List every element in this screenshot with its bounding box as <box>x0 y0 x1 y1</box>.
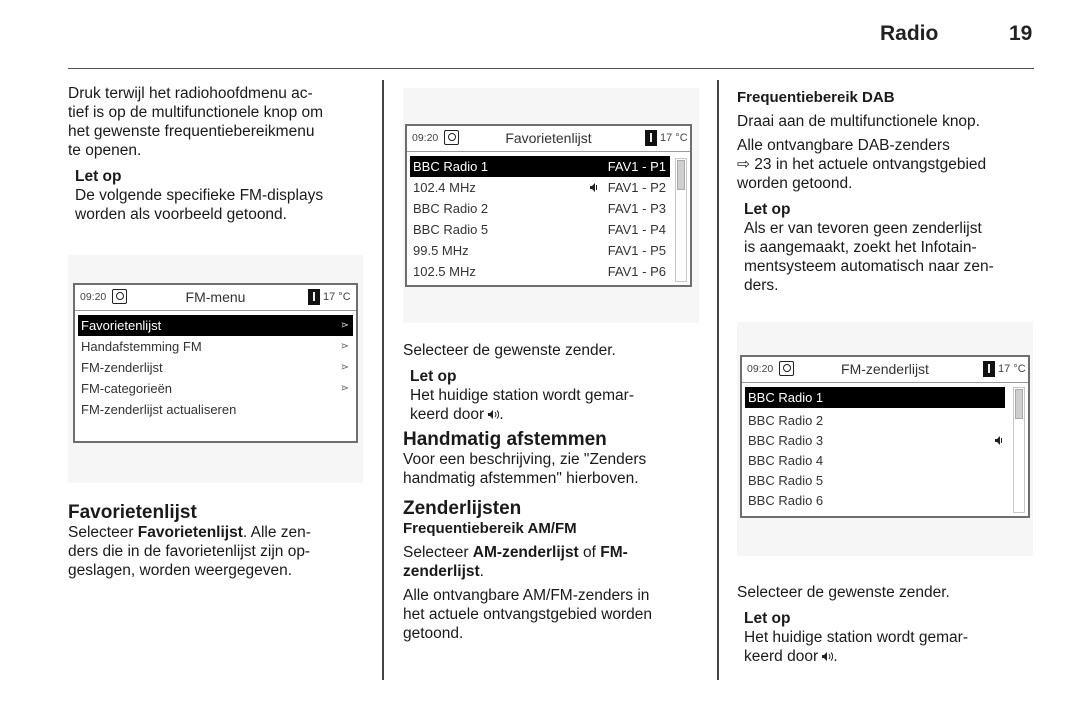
column-3 <box>737 88 1037 295</box>
list-item[interactable] <box>410 177 670 198</box>
body-line: Alle ontvangbare AM/FM-zenders in <box>403 587 650 604</box>
scrollbar-thumb[interactable] <box>677 160 685 190</box>
temperature: 17 °C <box>998 363 1026 375</box>
select-station-text: Selecteer de gewenste zender. <box>403 342 616 359</box>
chevron-right-icon: ⋗ <box>340 320 349 331</box>
body-line: ders die in de favorietenlijst zijn op- <box>68 543 311 560</box>
body-bold: AM-zenderlijst <box>472 544 579 561</box>
speaker-icon <box>488 409 499 420</box>
column-3-lower <box>737 583 1037 666</box>
station-name: BBC Radio 1 <box>413 159 489 174</box>
chevron-right-icon: ⋗ <box>340 383 349 394</box>
thermometer-icon <box>308 289 320 305</box>
chevron-right-icon: ⋗ <box>340 341 349 352</box>
list-item[interactable] <box>410 156 670 177</box>
station-name: BBC Radio 2 <box>413 201 489 216</box>
body-line: het actuele ontvangstgebied worden <box>403 606 653 623</box>
subheading-am-fm: Frequentiebereik AM/FM <box>403 520 577 537</box>
status-bar <box>742 357 1028 383</box>
body-line: Alle ontvangbare DAB-zenders <box>737 137 950 154</box>
thermometer-icon <box>645 130 657 146</box>
note-title: Let op <box>410 368 457 385</box>
body-bold: Favorietenlijst <box>137 524 243 541</box>
status-bar <box>75 285 356 311</box>
station-name: BBC Radio 3 <box>748 433 824 448</box>
station-name: 102.5 MHz <box>413 264 476 279</box>
note-line: mentsysteem automatisch naar zen- <box>744 258 994 275</box>
station-name: 102.4 MHz <box>413 180 476 195</box>
note-text: . <box>499 406 504 423</box>
select-station-text: Selecteer de gewenste zender. <box>737 584 950 601</box>
body-line: handmatig afstemmen" hierboven. <box>403 470 639 487</box>
fm-zenderlijst-figure <box>737 322 1033 556</box>
menu-item-label: Favorietenlijst <box>81 318 162 333</box>
scrollbar[interactable] <box>1013 387 1025 513</box>
scrollbar[interactable] <box>675 158 687 282</box>
note-line: is aangemaakt, zoekt het Infotain- <box>744 239 977 256</box>
body-line <box>737 155 1037 174</box>
list-item[interactable] <box>410 261 670 282</box>
note-line <box>410 405 703 424</box>
fm-zenderlijst-screen <box>740 355 1030 518</box>
station-name: BBC Radio 5 <box>413 222 489 237</box>
note <box>403 367 703 424</box>
clock-time: 09:20 <box>412 132 439 144</box>
list-item[interactable] <box>410 240 670 261</box>
intro-line: het gewenste frequentiebereikmenu <box>68 123 315 140</box>
body-line: Draai aan de multifunctionele knop. <box>737 113 980 130</box>
note-line: Als er van tevoren geen zenderlijst <box>744 220 982 237</box>
speaker-icon <box>995 436 1002 445</box>
thermometer-icon <box>983 361 995 377</box>
body-text: . Alle zen- <box>242 524 311 541</box>
menu-item-label: FM-categorieën <box>81 381 173 396</box>
preset-label: FAV1 - P2 <box>607 180 666 195</box>
column-2 <box>403 341 703 643</box>
list-item[interactable] <box>745 451 1005 471</box>
screen-title: FM-zenderlijst <box>841 361 929 377</box>
body-line <box>403 543 703 562</box>
menu-item-label: FM-zenderlijst <box>81 360 163 375</box>
clock-time: 09:20 <box>80 291 107 303</box>
fm-menu-screen <box>73 283 358 443</box>
list-item[interactable] <box>745 411 1005 431</box>
speaker-icon <box>590 183 597 192</box>
body-line <box>403 562 703 581</box>
speaker-icon <box>822 651 833 662</box>
clock-time: 09:20 <box>747 363 774 375</box>
menu-item-label: FM-zenderlijst actualiseren <box>81 402 237 417</box>
preset-label: FAV1 - P5 <box>607 243 666 258</box>
favorietenlijst-screen <box>405 124 692 287</box>
list-item[interactable] <box>745 491 1005 511</box>
preset-label: FAV1 - P4 <box>607 222 666 237</box>
temperature: 17 °C <box>323 291 351 303</box>
station-name: BBC Radio 6 <box>748 493 824 508</box>
note-line: Het huidige station wordt gemar- <box>744 629 969 646</box>
column-1-lower <box>68 502 368 580</box>
page-number: 19 <box>1009 22 1033 45</box>
favorites-list <box>410 156 670 282</box>
note <box>737 200 1037 295</box>
column-1 <box>68 84 368 224</box>
menu-item-favorietenlijst[interactable] <box>78 315 353 336</box>
menu-item-fm-zenderlijst[interactable] <box>78 357 353 378</box>
heading-handmatig-afstemmen: Handmatig afstemmen <box>403 429 607 450</box>
body-line: getoond. <box>403 625 464 642</box>
preset-label: FAV1 - P3 <box>607 201 666 216</box>
preset-label: FAV1 - P6 <box>607 264 666 279</box>
preset-label: FAV1 - P1 <box>607 159 666 174</box>
heading-favorietenlijst: Favorietenlijst <box>68 502 197 523</box>
status-bar <box>407 126 690 152</box>
list-item[interactable] <box>410 198 670 219</box>
column-divider <box>717 80 719 680</box>
note-line: worden als voorbeeld getoond. <box>75 206 287 223</box>
station-name: BBC Radio 1 <box>748 390 824 405</box>
favorietenlijst-figure <box>403 88 699 323</box>
station-name: BBC Radio 5 <box>748 473 824 488</box>
list-item[interactable] <box>745 431 1005 451</box>
screen-title: FM-menu <box>185 289 246 305</box>
page-reference-icon[interactable]: ⇨ <box>737 156 750 173</box>
body-text: Selecteer <box>68 524 138 541</box>
body-text: Selecteer <box>403 544 473 561</box>
body-line: worden getoond. <box>737 175 853 192</box>
heading-zenderlijsten: Zenderlijsten <box>403 498 522 519</box>
body-text: of <box>578 544 601 561</box>
scrollbar-thumb[interactable] <box>1015 389 1023 419</box>
note-text: keerd door <box>410 406 485 423</box>
station-name: BBC Radio 4 <box>748 453 824 468</box>
body-text: . <box>479 563 484 580</box>
intro-line: tief is op de multifunctionele knop om <box>68 104 324 121</box>
chevron-right-icon: ⋗ <box>340 362 349 373</box>
note <box>737 609 1037 666</box>
intro-line: te openen. <box>68 142 142 159</box>
station-list <box>745 387 1005 511</box>
column-divider <box>382 80 384 680</box>
note-title: Let op <box>744 201 791 218</box>
note-text: . <box>833 648 838 665</box>
menu-list <box>78 315 353 420</box>
body-bold: zenderlijst <box>403 563 480 580</box>
intro-line: Druk terwijl het radiohoofdmenu ac- <box>68 85 313 102</box>
temperature: 17 °C <box>660 132 688 144</box>
menu-item-fm-zenderlijst-actualiseren[interactable] <box>78 399 353 420</box>
body-text: 23 in het actuele ontvangstgebied <box>750 156 987 173</box>
subheading-dab: Frequentiebereik DAB <box>737 89 895 106</box>
note-title: Let op <box>75 168 122 185</box>
fm-menu-figure <box>68 255 363 483</box>
note-title: Let op <box>744 610 791 627</box>
note-line <box>744 647 1037 666</box>
note-text: keerd door <box>744 648 819 665</box>
body-line <box>68 523 368 542</box>
note <box>68 167 368 224</box>
station-name: BBC Radio 2 <box>748 413 824 428</box>
list-item[interactable] <box>410 219 670 240</box>
menu-item-fm-categorieen[interactable] <box>78 378 353 399</box>
body-bold: FM- <box>600 544 628 561</box>
note-line: De volgende specifieke FM-displays <box>75 187 324 204</box>
page-header <box>68 0 1034 69</box>
note-line: ders. <box>744 277 779 294</box>
screen-title: Favorietenlijst <box>505 130 592 146</box>
list-item[interactable] <box>745 471 1005 491</box>
body-line: Voor een beschrijving, zie "Zenders <box>403 451 647 468</box>
list-item[interactable] <box>745 387 1005 408</box>
note-line: Het huidige station wordt gemar- <box>410 387 635 404</box>
menu-item-label: Handafstemming FM <box>81 339 202 354</box>
section-title: Radio <box>880 22 939 45</box>
menu-item-handafstemming-fm[interactable] <box>78 336 353 357</box>
station-name: 99.5 MHz <box>413 243 469 258</box>
body-line: geslagen, worden weergegeven. <box>68 562 293 579</box>
